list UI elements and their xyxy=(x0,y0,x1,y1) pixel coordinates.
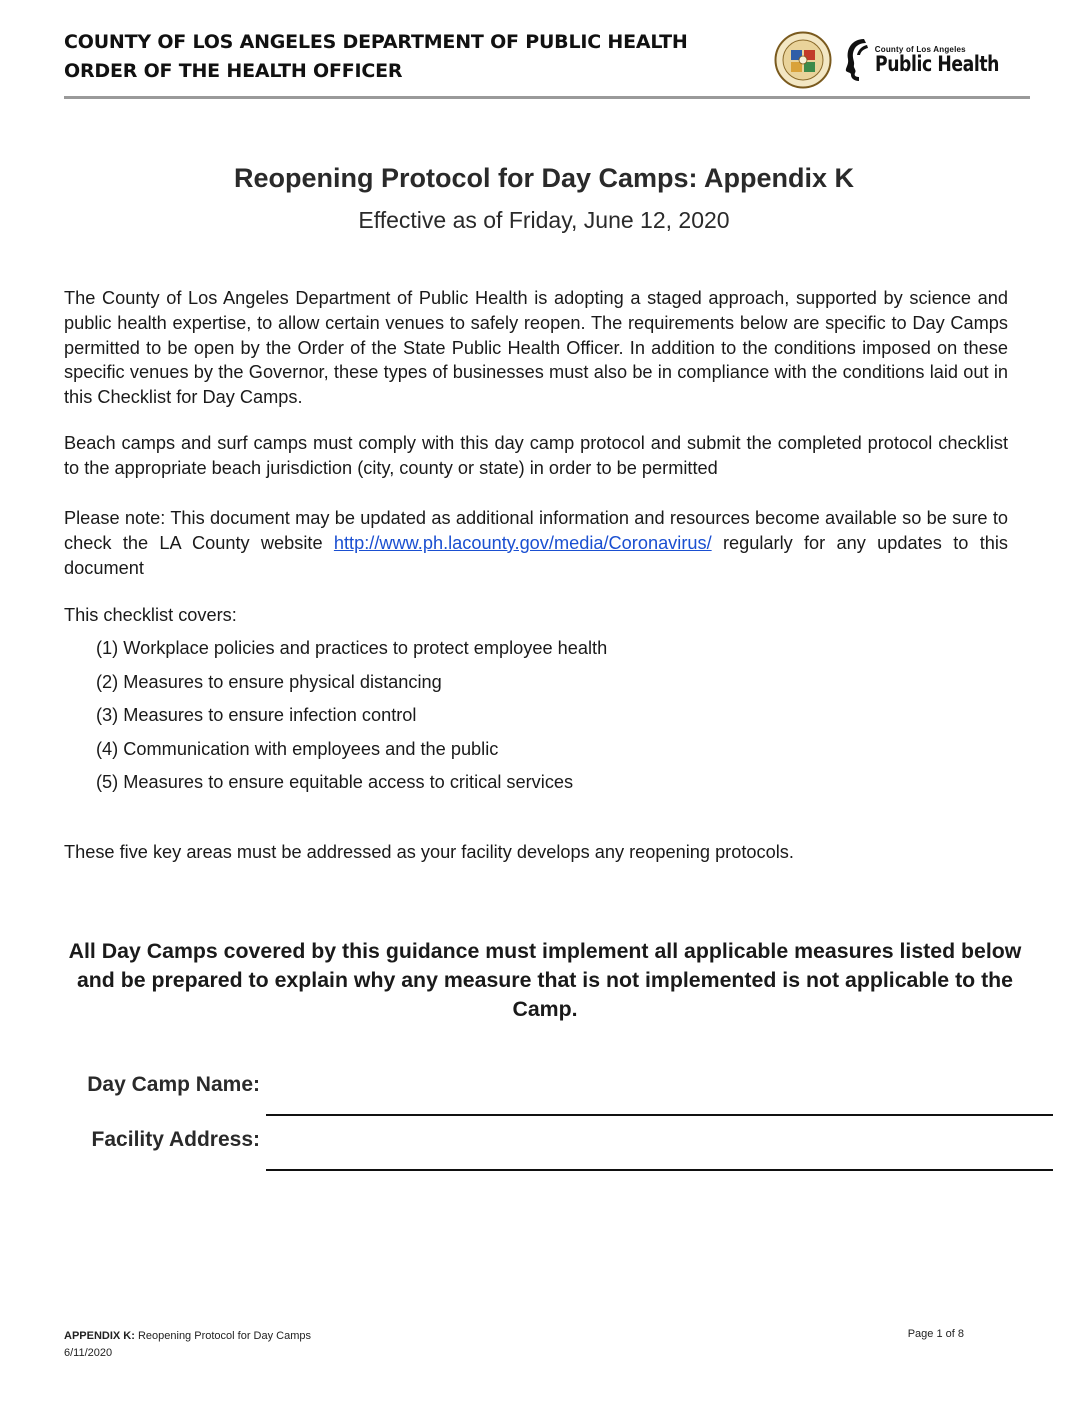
coronavirus-website-link[interactable]: http://www.ph.lacounty.gov/media/Coronavirus/ xyxy=(333,532,712,553)
header-order: ORDER OF THE HEALTH OFFICER xyxy=(64,60,403,82)
page-title: Reopening Protocol for Day Camps: Appendix K xyxy=(233,163,855,193)
camp-name-field[interactable] xyxy=(266,1114,1053,1116)
public-health-logo xyxy=(842,37,1026,83)
document-header xyxy=(64,28,1030,99)
public-health-profile-icon xyxy=(842,37,872,83)
list-item: (2) Measures to ensure physical distancing xyxy=(96,671,442,692)
checklist-areas xyxy=(96,636,607,804)
footer-page-number: Page 1 of 8 xyxy=(907,1328,964,1340)
checklist-intro: This checklist covers: xyxy=(64,605,237,625)
beach-camps-paragraph: Beach camps and surf camps must comply with this day camp protocol and submit the completed protocol checklist to the appropriate beach jurisdiction (city, county or state) in order to be permitted xyxy=(64,433,1008,478)
county-seal-icon xyxy=(774,31,832,89)
header-logos xyxy=(774,28,1026,92)
logo-county-text: County of Los Angeles xyxy=(874,44,966,54)
list-item: (4) Communication with employees and the public xyxy=(96,738,499,759)
page-subtitle: Effective as of Friday, June 12, 2020 xyxy=(358,207,730,233)
update-note-text: Please note: This document may be updated as additional information and resources become available so be sure to check the LA County website xyxy=(64,508,1008,553)
footer-date: 6/11/2020 xyxy=(64,1347,113,1359)
update-note-text-end: regularly for any updates to this document xyxy=(64,532,1008,578)
list-item: (5) Measures to ensure equitable access to critical services xyxy=(96,772,574,792)
intro-paragraph: The County of Los Angeles Department of Public Health is adopting a staged approach, supported by science and public health expertise, to allow certain venues to safely reopen. The requirements below are specific to Day Camps permitted to be open by the Order of the State Public Health Officer. In addition to the conditions imposed on these specific venues by the Governor, these types of businesses must also be in compliance with the conditions laid out in this Checklist for Day Camps. xyxy=(64,288,1008,408)
camp-name-label: Day Camp Name: xyxy=(87,1073,260,1096)
implementation-notice: All Day Camps covered by this guidance must implement all applicable measures listed below and be prepared to explain why any measure that is not implemented is not applicable to the Camp. xyxy=(68,939,1022,1021)
footer-appendix xyxy=(64,1328,311,1362)
list-item: (1) Workplace policies and practices to protect employee health xyxy=(96,638,608,658)
facility-address-field[interactable] xyxy=(266,1169,1053,1171)
key-areas-paragraph: These five key areas must be addressed as your facility develops any reopening protocols. xyxy=(64,842,794,862)
header-department: COUNTY OF LOS ANGELES DEPARTMENT OF PUBLIC HEALTH xyxy=(64,31,688,53)
footer-appendix-label: APPENDIX K: xyxy=(64,1330,135,1342)
update-note-paragraph xyxy=(64,506,1008,580)
facility-address-label: Facility Address: xyxy=(91,1128,260,1151)
list-item: (3) Measures to ensure infection control xyxy=(96,705,417,725)
logo-public-health-text: Public Health xyxy=(874,51,999,76)
footer-appendix-title: Reopening Protocol for Day Camps xyxy=(134,1330,311,1342)
